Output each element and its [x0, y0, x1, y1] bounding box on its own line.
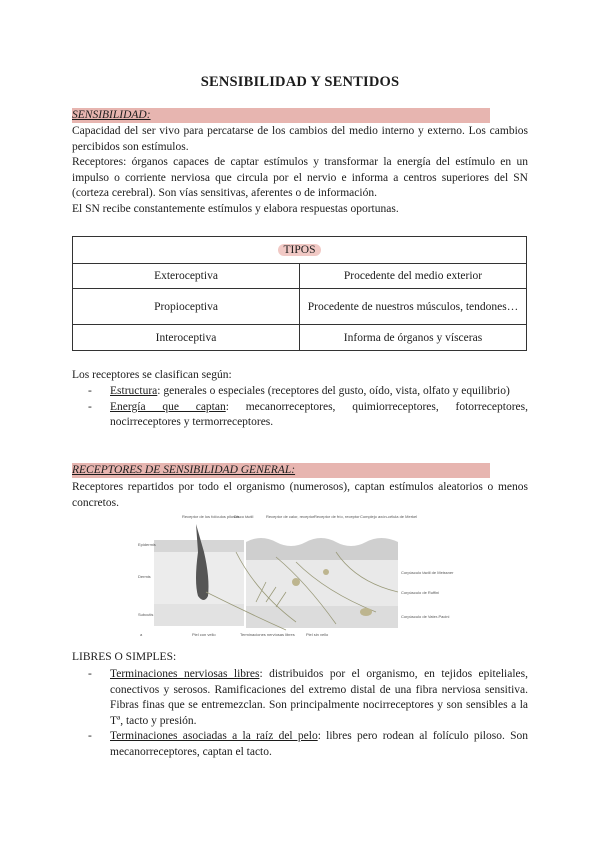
label-free-endings: Terminaciones nerviosas libres — [240, 632, 295, 637]
tipos-header: TIPOS — [278, 244, 322, 256]
clasificacion-intro: Los receptores se clasifican según: — [72, 369, 232, 381]
label-dermis: Dermis — [138, 574, 151, 579]
subcutis-layer-left — [154, 604, 244, 626]
label-hair-receptor: Receptor de los folículos pilosos — [182, 514, 240, 519]
clasificacion-list — [88, 384, 528, 431]
label-merkel: Complejo axón-célula de Merkel — [360, 514, 418, 519]
epidermis-layer-right — [246, 538, 398, 560]
label-pacini: Corpúsculo de Vater-Pacini — [401, 614, 450, 619]
meissner-corpuscle — [323, 569, 329, 575]
label-meissner: Corpúsculo táctil de Meissner — [401, 570, 454, 575]
table-row — [73, 289, 527, 325]
sensibilidad-paragraphs — [72, 124, 528, 217]
list-item-text: : libres pero rodean al folículo piloso. Son mecanorreceptores, captan el tacto. — [110, 730, 529, 758]
tipo-cell: Propioceptiva — [73, 289, 300, 325]
label-cold-receptor: Receptor de calor, receptor — [266, 514, 315, 519]
dermis-layer-right — [246, 560, 398, 606]
list-item-text: : generales o especiales (receptores del gusto, oído, vista, olfato y equilibrio) — [157, 385, 510, 397]
label-panel-a: a — [140, 632, 143, 637]
label-pain-receptor: Receptor de frío, receptor — [314, 514, 360, 519]
sn-statement: El SN recibe constantemente estímulos y elabora respuestas oportunas. — [72, 202, 399, 215]
subcutis-layer-right — [246, 606, 398, 628]
label-ruffini: Corpúsculo de Ruffini — [401, 590, 440, 595]
ruffini-corpuscle — [292, 578, 300, 586]
tipos-table — [72, 236, 527, 351]
list-item-text: : mecanorreceptores, quimiorreceptores, fotorreceptores, nocirreceptores y termorreceptores. — [110, 400, 528, 428]
list-item-text: : distribuidos por el organismo, en tejidos epiteliales, conectivos y serosos. Ramificaciones del extremo distal de una fibra nerviosa sensitiva. Fibras finas que se entremezclan. Son principalmente nocirreceptores y son sensibles a la Tª, tacto y presión. — [110, 668, 528, 727]
section-heading-general: RECEPTORES DE SENSIBILIDAD GENERAL: — [72, 463, 490, 478]
receptores-definition: Receptores: órganos capaces de captar estímulos y transformar la energía del estímulo en un impulso o corriente nerviosa que circula por el nervio e informa a centros superiores del SN (corteza cerebral). Son vías sensitivas, aferentes o de información. — [72, 156, 528, 199]
table-row — [73, 264, 527, 289]
list-item-term: Energía que captan — [110, 400, 226, 413]
list-item: - Energía que captan: mecanorreceptores, quimiorreceptores, fotorreceptores, nocirreceptores y termorreceptores. — [88, 400, 528, 428]
section-heading-sensibilidad: SENSIBILIDAD: — [72, 108, 490, 123]
list-item: - Terminaciones nerviosas libres: distribuidos por el organismo, en tejidos epiteliales, conectivos y serosos. Ramificaciones del extremo distal de una fibra nerviosa sensitiva. Fibras finas que se entremezclan. Son principalmente nocirreceptores y son sensibles a la Tª, tacto y presión. — [88, 668, 528, 727]
skin-receptors-figure — [136, 512, 466, 644]
label-epidermis: Epidermis — [138, 542, 156, 547]
page-title: SENSIBILIDAD Y SENTIDOS — [200, 74, 400, 90]
libres-heading: LIBRES O SIMPLES: — [72, 651, 177, 663]
label-hairy-skin: Piel con vello — [192, 632, 216, 637]
tipo-desc-cell: Procedente de nuestros músculos, tendones… — [300, 289, 527, 325]
general-paragraph: Receptores repartidos por todo el organismo (numerosos), captan estímulos aleatorios o menos concretos. — [72, 481, 528, 509]
label-subcutis: Subcutis — [138, 612, 154, 617]
label-glabrous-skin: Piel sin vello — [306, 632, 329, 637]
libres-list — [88, 667, 528, 760]
tipo-desc-cell: Procedente del medio exterior — [300, 264, 527, 289]
tipo-desc-cell: Informa de órganos y vísceras — [300, 325, 527, 351]
table-row — [73, 325, 527, 351]
sensibilidad-definition: Capacidad del ser vivo para percatarse de los cambios del medio interno y externo. Los cambios percibidos son estímulos. — [72, 125, 528, 153]
list-item: - Estructura: generales o especiales (receptores del gusto, oído, vista, olfato y equilibrio) — [88, 385, 510, 397]
pacini-corpuscle — [360, 608, 372, 616]
list-item: - Terminaciones asociadas a la raíz del pelo: libres pero rodean al folículo piloso. Son mecanorreceptores, captan el tacto. — [88, 730, 529, 758]
tipo-cell: Exteroceptiva — [73, 264, 300, 289]
tipo-cell: Interoceptiva — [73, 325, 300, 351]
tipos-header-cell — [73, 237, 527, 264]
list-item-term: Terminaciones nerviosas libres — [110, 668, 260, 680]
label-tactile-disc: Disco táctil — [234, 514, 254, 519]
list-item-term: Terminaciones asociadas a la raíz del pelo — [110, 730, 318, 742]
list-item-term: Estructura — [110, 385, 158, 397]
